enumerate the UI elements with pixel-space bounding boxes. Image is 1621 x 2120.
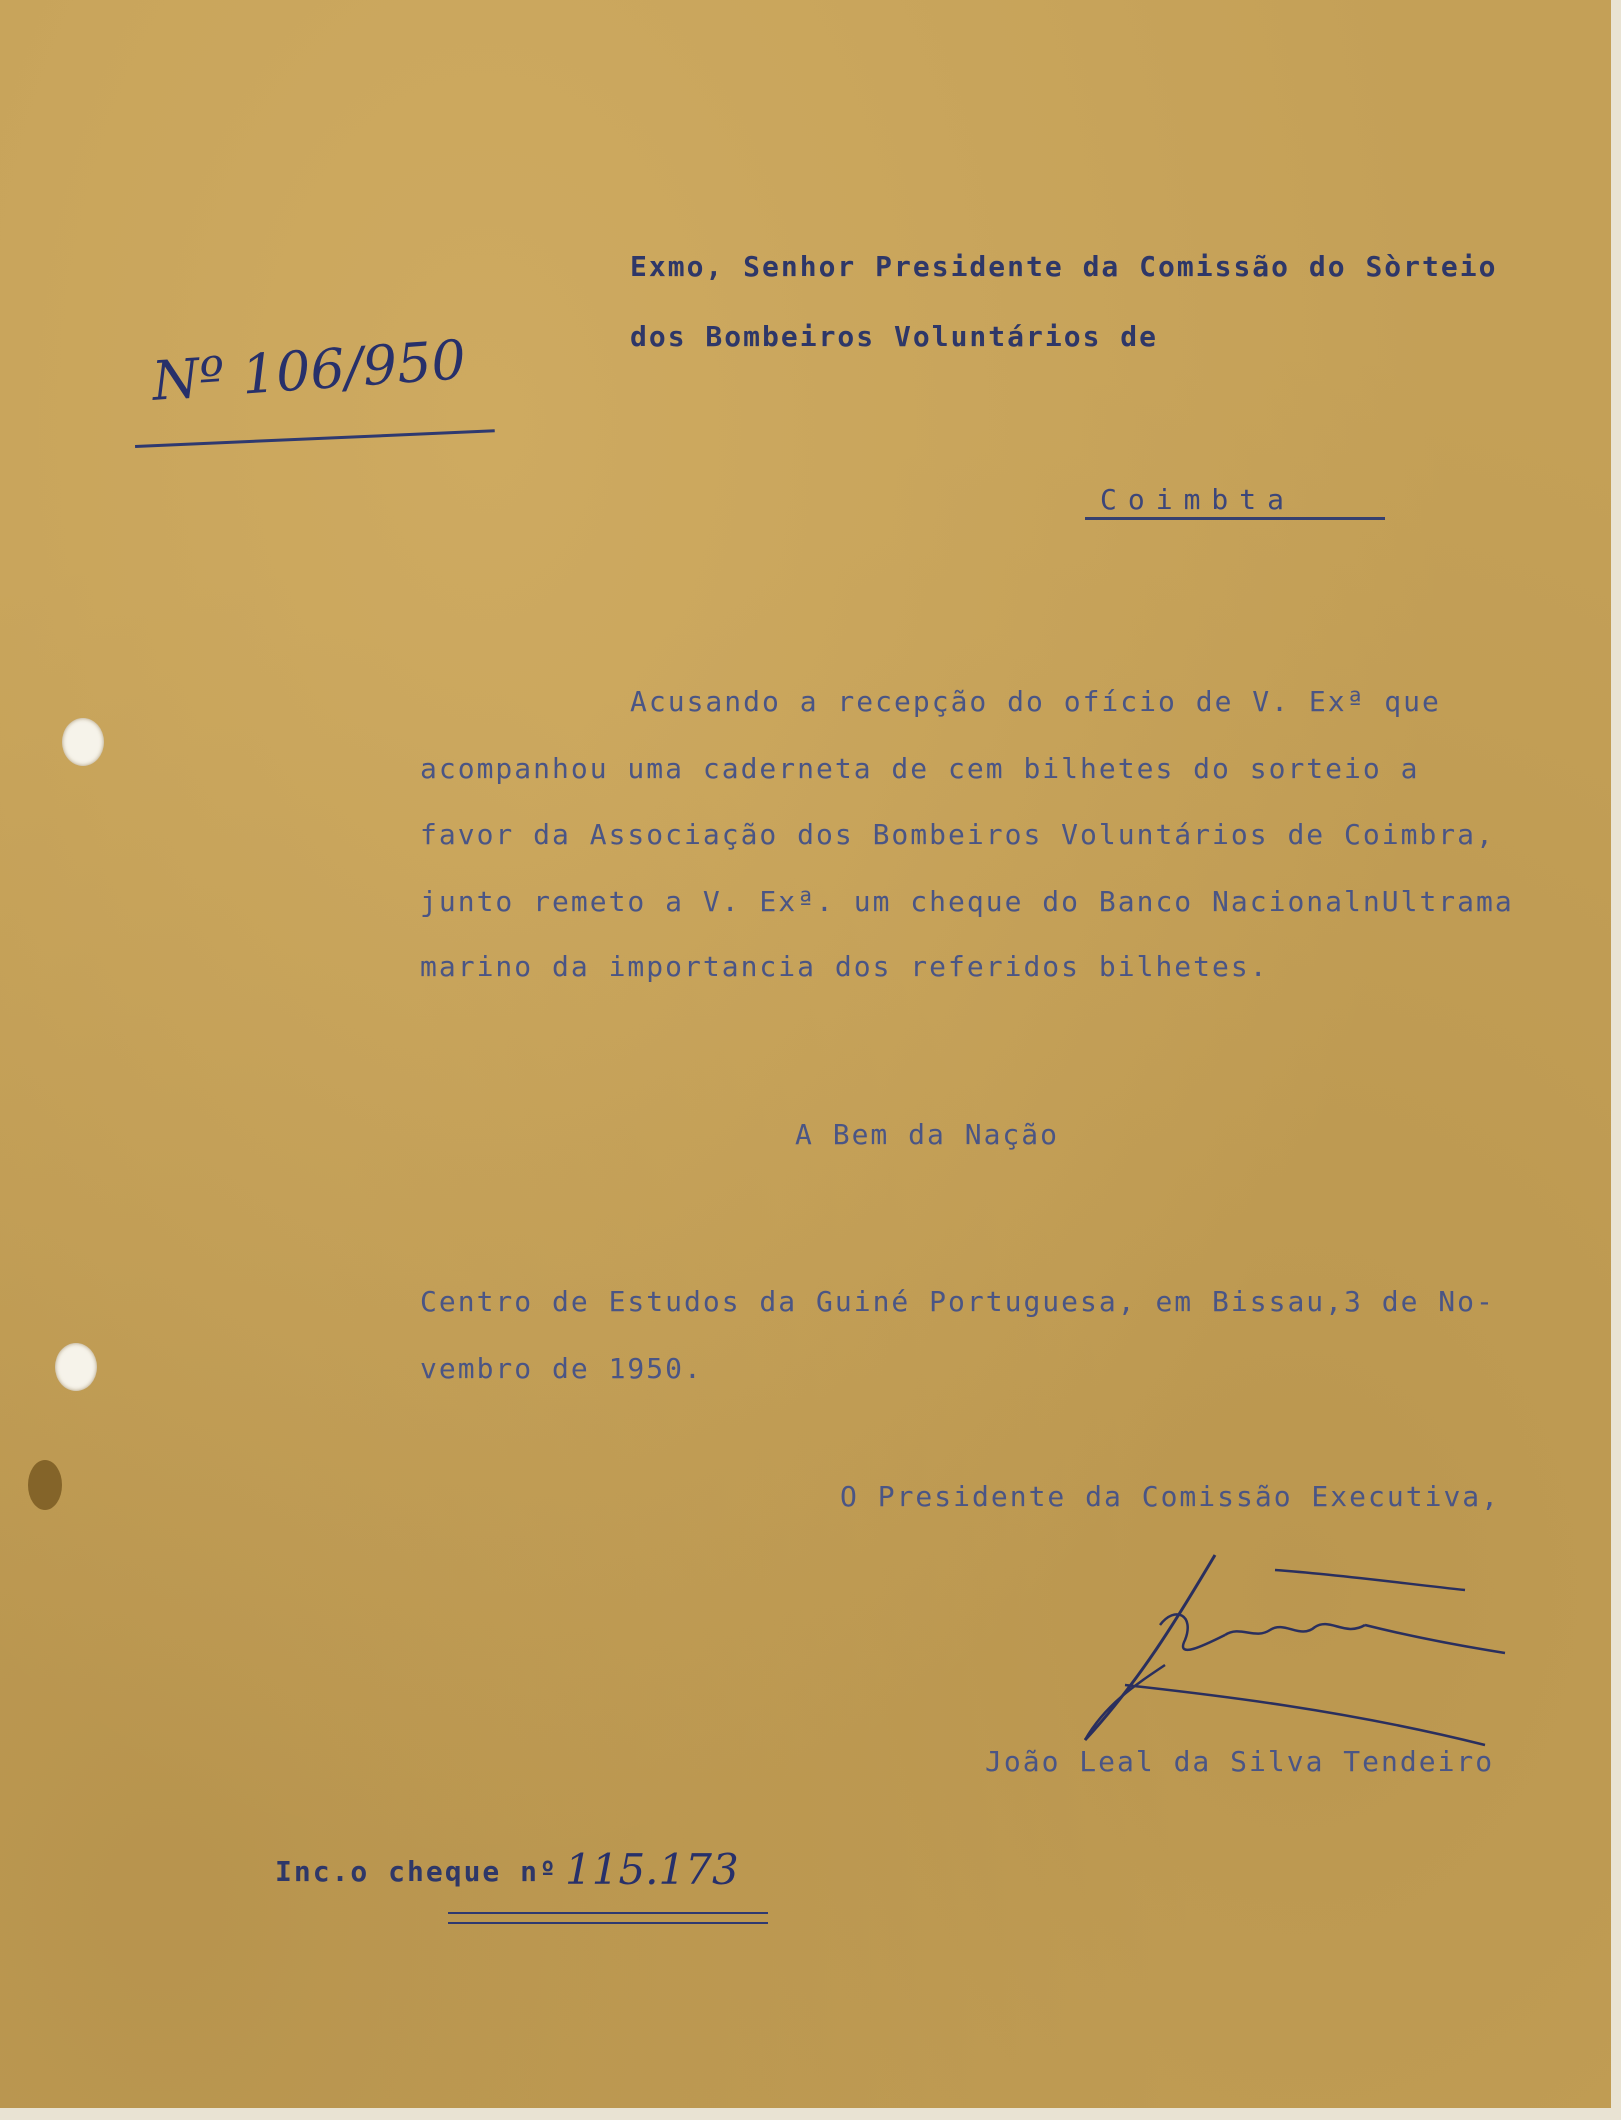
handwritten-cheque-number: 115.173 [565, 1845, 739, 1894]
enclosure-label: Inc.o cheque nº [275, 1855, 558, 1888]
place-date-line-2: vembro de 1950. [420, 1352, 703, 1385]
cheque-underline-top [448, 1912, 768, 1914]
scan-edge-bottom [0, 2108, 1621, 2120]
scan-edge-right [1611, 0, 1621, 2120]
place-date-line-1: Centro de Estudos da Guiné Portuguesa, em Bissau,3 de No- [420, 1285, 1495, 1318]
closing-salutation: A Bem da Nação [795, 1118, 1060, 1151]
addressee-city: Coimbta [1100, 483, 1296, 516]
handwritten-signature [1065, 1545, 1535, 1755]
ink-stain [28, 1460, 62, 1510]
punch-hole-bottom [55, 1343, 97, 1391]
handwritten-reference-number: Nº 106/950 [150, 328, 468, 413]
reference-underline [135, 429, 495, 448]
body-line-5: marino da importancia dos referidos bilhetes. [420, 950, 1269, 983]
signatory-name: João Leal da Silva Tendeiro [985, 1745, 1495, 1778]
punch-hole-top [62, 718, 104, 766]
addressee-line-1: Exmo, Senhor Presidente da Comissão do Sòrteio [630, 250, 1498, 283]
body-line-4: junto remeto a V. Exª. um cheque do Banco NacionalnUltrama [420, 885, 1514, 918]
addressee-line-2: dos Bombeiros Voluntários de [630, 320, 1159, 353]
signatory-title: O Presidente da Comissão Executiva, [840, 1480, 1501, 1513]
cheque-underline-bottom [448, 1922, 768, 1924]
body-line-3: favor da Associação dos Bombeiros Voluntários de Coimbra, [420, 818, 1495, 851]
body-line-2: acompanhou uma caderneta de cem bilhetes do sorteio a [420, 752, 1420, 785]
body-line-1: Acusando a recepção do ofício de V. Exª que [630, 685, 1441, 718]
city-underline [1085, 517, 1385, 520]
